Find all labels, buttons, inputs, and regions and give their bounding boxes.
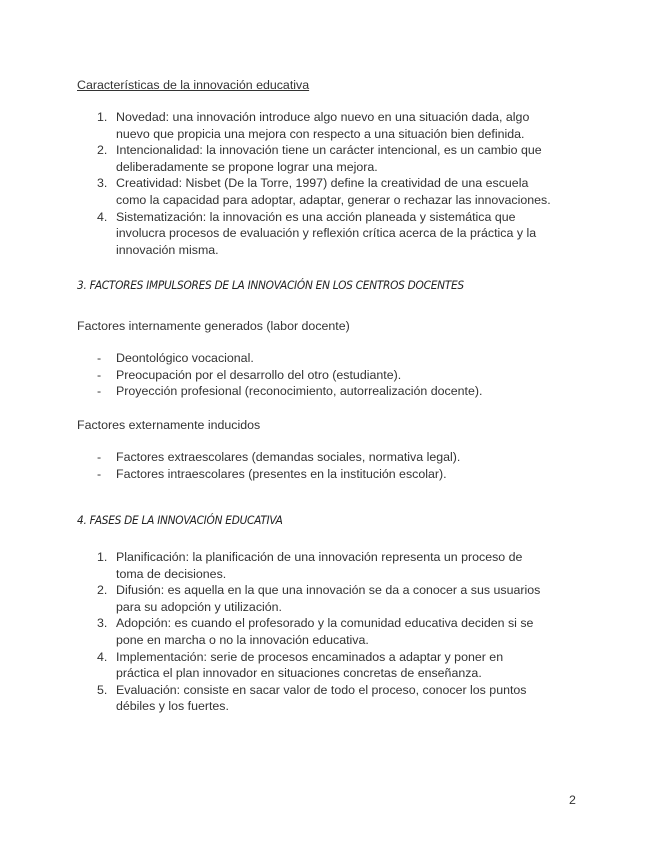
phase-item-marker: 4. [97, 649, 108, 664]
characteristic-item-text: innovación misma. [116, 242, 219, 257]
phase-item-text: Evaluación: consiste en sacar valor de todo el proceso, conocer los puntos [116, 682, 527, 697]
characteristic-item-text: deliberadamente se propone lograr una mejora. [116, 159, 378, 174]
external-factor-item-text: Factores intraescolares (presentes en la institución escolar). [116, 466, 447, 481]
internal-factor-item-marker: - [97, 351, 102, 365]
phase-item-text: práctica el plan innovador en situaciones concretas de enseñanza. [116, 666, 482, 681]
internal-factors-title: Factores internamente generados (labor docente) [77, 319, 350, 333]
internal-factor-item-marker: - [97, 384, 102, 399]
characteristic-item-marker: 4. [97, 209, 108, 224]
phase-item-text: toma de decisiones. [116, 566, 227, 581]
characteristic-item-text: como la capacidad para adoptar, adaptar, generar o rechazar las innovaciones. [116, 193, 551, 207]
heading-fases: 4. FASES DE LA INNOVACIÓN EDUCATIVA [77, 513, 283, 527]
characteristic-item-marker: 2. [97, 143, 108, 158]
phase-item-marker: 5. [97, 682, 108, 697]
characteristic-item-marker: 3. [97, 176, 108, 191]
phase-item-text: pone en marcha o no la innovación educativa. [116, 633, 369, 647]
phase-item-text: Adopción: es cuando el profesorado y la comunidad educativa deciden si se [116, 616, 534, 631]
heading-factores: 3. FACTORES IMPULSORES DE LA INNOVACIÓN EN LOS CENTROS DOCENTES [77, 278, 464, 292]
characteristic-item-text: involucra procesos de evaluación y reflexión crítica acerca de la práctica y la [116, 226, 537, 241]
phase-item-text: para su adopción y utilización. [116, 599, 282, 614]
external-factor-item-marker: - [97, 450, 102, 464]
internal-factor-item-text: Preocupación por el desarrollo del otro (estudiante). [116, 367, 402, 382]
phase-item-text: débiles y los fuertes. [116, 699, 229, 714]
internal-factor-item-marker: - [97, 367, 102, 382]
phase-item-marker: 3. [97, 616, 108, 631]
internal-factor-item-text: Proyección profesional (reconocimiento, autorrealización docente). [116, 384, 483, 399]
section-title: Características de la innovación educativa [77, 78, 310, 92]
characteristic-item-text: nuevo que propicia una mejora con respecto a una situación bien definida. [116, 126, 525, 141]
phase-item-marker: 1. [97, 550, 108, 564]
external-factors-title: Factores externamente inducidos [77, 418, 261, 432]
external-factor-item-marker: - [97, 466, 102, 481]
characteristic-item-text: Creatividad: Nisbet (De la Torre, 1997) define la creatividad de una escuela [116, 176, 529, 191]
characteristic-item-text: Novedad: una innovación introduce algo nuevo en una situación dada, algo [116, 110, 530, 124]
internal-factor-item-text: Deontológico vocacional. [116, 351, 254, 365]
phase-item-text: Implementación: serie de procesos encaminados a adaptar y poner en [116, 649, 504, 664]
phase-item-text: Difusión: es aquella en la que una innovación se da a conocer a sus usuarios [116, 583, 541, 598]
phase-item-marker: 2. [97, 583, 108, 598]
external-factor-item-text: Factores extraescolares (demandas sociales, normativa legal). [116, 450, 461, 464]
page-number: 2 [569, 793, 576, 807]
characteristic-item-marker: 1. [97, 110, 108, 124]
characteristic-item-text: Sistematización: la innovación es una acción planeada y sistemática que [116, 209, 516, 224]
characteristic-item-text: Intencionalidad: la innovación tiene un carácter intencional, es un cambio que [116, 143, 542, 158]
phase-item-text: Planificación: la planificación de una innovación representa un proceso de [116, 550, 523, 564]
